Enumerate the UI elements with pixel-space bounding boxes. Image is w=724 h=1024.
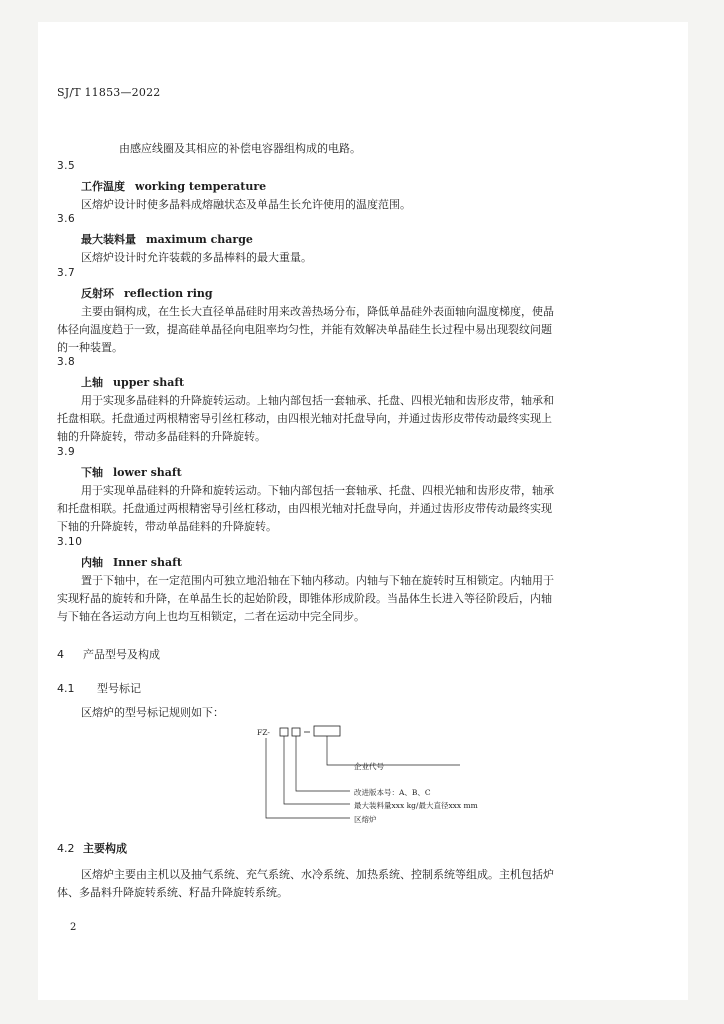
clause-number: 3.8 xyxy=(57,356,76,368)
term-zh: 上轴 xyxy=(81,376,103,389)
label-capacity: 最大装料量xxx kg/最大直径xxx mm xyxy=(354,801,478,810)
paragraph-line: 轴的升降旋转，带动多晶硅料的升降旋转。 xyxy=(57,430,266,443)
label-version: 改进版本号：A、B、C xyxy=(354,788,431,797)
leader-furnace xyxy=(266,738,350,818)
clause-number: 3.10 xyxy=(57,536,83,548)
section-number: 4 xyxy=(57,648,64,661)
paragraph-line: 区熔炉主要由主机以及抽气系统、充气系统、水冷系统、加热系统、控制系统等组成。主机包括炉 xyxy=(81,868,554,881)
term-en: reflection ring xyxy=(124,287,213,300)
clause-number: 3.5 xyxy=(57,160,76,172)
clause-number: 3.6 xyxy=(57,213,76,225)
term-zh: 工作温度 xyxy=(81,180,125,193)
paragraph-line: 和托盘相联。托盘通过两根精密导引丝杠移动，由四根光轴对托盘导向，并通过齿形皮带传动最终实现 xyxy=(57,502,552,515)
paragraph-line: 的一种装置。 xyxy=(57,341,123,354)
paragraph-line: 区熔炉设计时允许装载的多晶棒料的最大重量。 xyxy=(81,251,312,264)
term-zh: 反射环 xyxy=(81,287,114,300)
leader-version xyxy=(296,736,350,791)
term-en: working temperature xyxy=(135,180,267,193)
paragraph-line: 与下轴在各运动方向上也均互相锁定，二者在运动中完全同步。 xyxy=(57,610,365,623)
term-en: Inner shaft xyxy=(113,556,182,569)
term-zh: 内轴 xyxy=(81,556,103,569)
term-zh: 最大装料量 xyxy=(81,233,136,246)
term-heading xyxy=(81,374,184,390)
leader-capacity xyxy=(284,736,350,804)
paragraph-line: 体、多晶料升降旋转系统、籽晶升降旋转系统。 xyxy=(57,886,288,899)
section-number: 4.2 xyxy=(57,842,75,855)
code-box-version xyxy=(292,728,300,736)
label-company-code: 企业代号 xyxy=(354,762,384,771)
term-heading xyxy=(81,285,213,301)
paragraph-line: 体径向温度趋于一致，提高硅单晶径向电阻率均匀性，并能有效解决单晶硅生长过程中易出现裂纹问题 xyxy=(57,323,552,336)
term-heading xyxy=(81,554,182,570)
term-en: maximum charge xyxy=(146,233,253,246)
clause-number: 3.9 xyxy=(57,446,76,458)
section-title: 产品型号及构成 xyxy=(83,648,160,661)
paragraph-line: 下轴的升降旋转，带动单晶硅料的升降旋转。 xyxy=(57,520,277,533)
term-heading xyxy=(81,464,182,480)
subsection-heading xyxy=(57,680,141,696)
leader-company xyxy=(327,736,460,765)
document-code: SJ/T 11853—2022 xyxy=(57,86,161,99)
subsection-heading xyxy=(57,840,127,856)
clause-number: 3.7 xyxy=(57,267,76,279)
term-heading xyxy=(81,231,253,247)
section-title: 型号标记 xyxy=(97,682,141,695)
term-heading xyxy=(81,178,266,194)
paragraph-line: 由感应线圈及其相应的补偿电容器组构成的电路。 xyxy=(119,142,361,155)
paragraph-line: 用于实现多晶硅料的升降旋转运动。上轴内部包括一套轴承、托盘、四根光轴和齿形皮带，轴承和 xyxy=(81,394,554,407)
term-zh: 下轴 xyxy=(81,466,103,479)
code-box-capacity xyxy=(280,728,288,736)
paragraph-line: 用于实现单晶硅料的升降和旋转运动。下轴内部包括一套轴承、托盘、四根光轴和齿形皮带，轴承 xyxy=(81,484,554,497)
label-furnace: 区熔炉 xyxy=(354,815,377,824)
code-box-company xyxy=(314,726,340,736)
model-prefix: FZ- xyxy=(257,728,270,737)
model-code-diagram xyxy=(230,720,530,830)
section-title: 主要构成 xyxy=(83,842,127,855)
page-number: 2 xyxy=(70,922,77,933)
section-number: 4.1 xyxy=(57,682,75,695)
paragraph-line: 托盘相联。托盘通过两根精密导引丝杠移动，由四根光轴对托盘导向，并通过齿形皮带传动最终实现上 xyxy=(57,412,552,425)
term-en: upper shaft xyxy=(113,376,185,389)
paragraph-line: 置于下轴中，在一定范围内可独立地沿轴在下轴内移动。内轴与下轴在旋转时互相锁定。内轴用于 xyxy=(81,574,554,587)
paragraph-line: 实现籽晶的旋转和升降，在单晶生长的起始阶段，即锥体形成阶段。当晶体生长进入等径阶段后，内轴 xyxy=(57,592,552,605)
paragraph-line: 区熔炉设计时使多晶料成熔融状态及单晶生长允许使用的温度范围。 xyxy=(81,198,411,211)
paragraph-line: 区熔炉的型号标记规则如下： xyxy=(81,706,224,719)
paragraph-line: 主要由铜构成，在生长大直径单晶硅时用来改善热场分布，降低单晶硅外表面轴向温度梯度，使晶 xyxy=(81,305,554,318)
section-heading xyxy=(57,646,160,662)
term-en: lower shaft xyxy=(113,466,182,479)
